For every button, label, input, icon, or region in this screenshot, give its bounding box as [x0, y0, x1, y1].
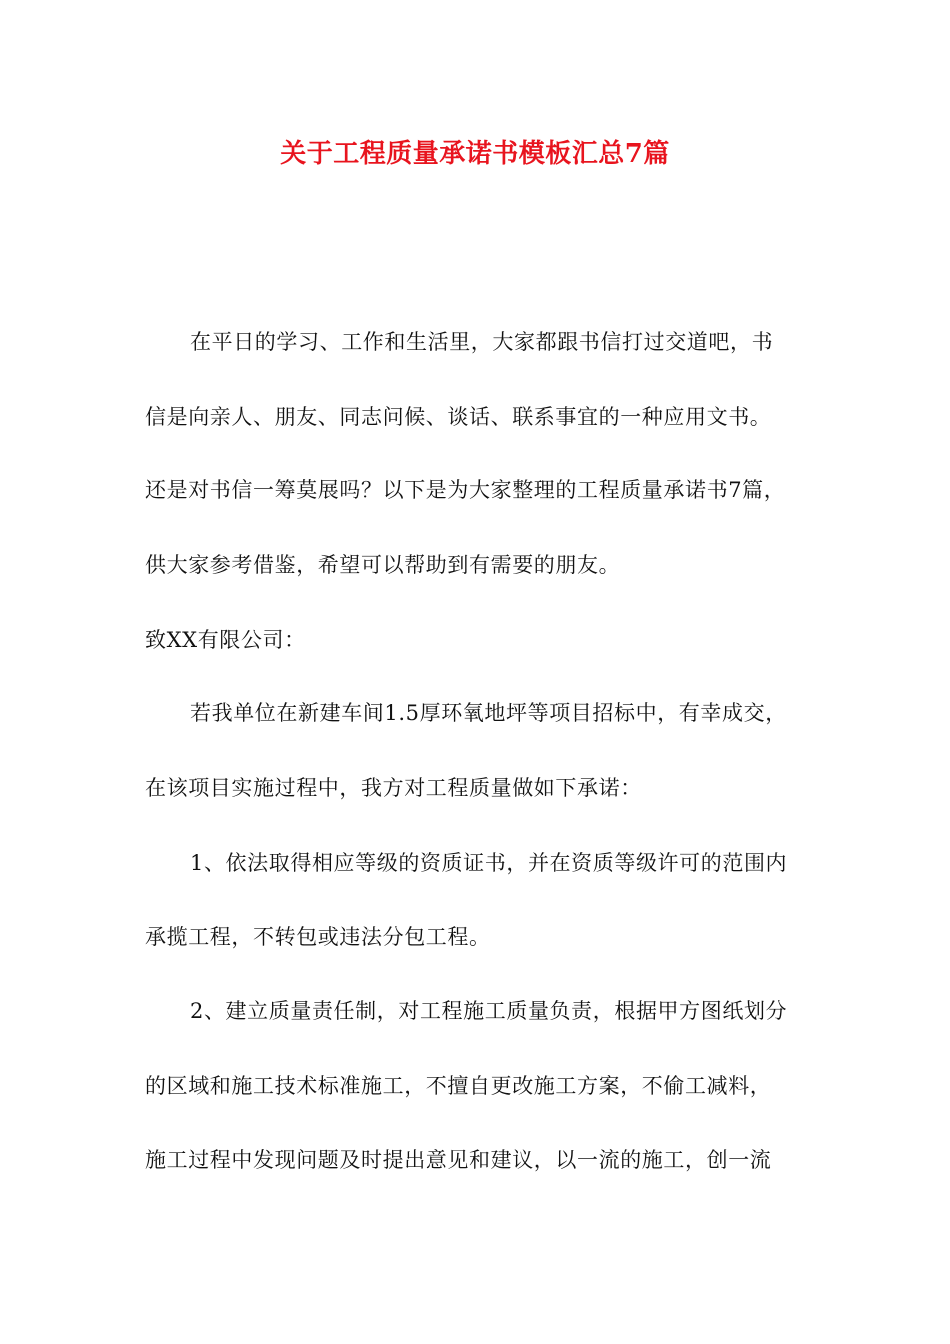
salutation-line: 致XX有限公司：: [145, 628, 306, 652]
list-item-line: 2、建立质量责任制，对工程施工质量负责，根据甲方图纸划分: [190, 999, 788, 1023]
document-title: 关于工程质量承诺书模板汇总7篇: [280, 139, 670, 169]
list-item-line: 承揽工程，不转包或违法分包工程。: [145, 925, 491, 949]
body-line: 供大家参考借鉴，希望可以帮助到有需要的朋友。: [145, 553, 621, 577]
body-line: 信是向亲人、朋友、同志问候、谈话、联系事宜的一种应用文书。: [145, 405, 772, 429]
body-line: 若我单位在新建车间1.5厚环氧地坪等项目招标中，有幸成交，: [190, 701, 787, 725]
list-item-line: 1、依法取得相应等级的资质证书，并在资质等级许可的范围内: [190, 851, 788, 875]
body-line: 在平日的学习、工作和生活里，大家都跟书信打过交道吧，书: [190, 330, 774, 354]
body-line: 还是对书信一筹莫展吗？以下是为大家整理的工程质量承诺书7篇，: [145, 478, 786, 502]
body-line: 在该项目实施过程中，我方对工程质量做如下承诺：: [145, 776, 642, 800]
list-item-line: 的区域和施工技术标准施工，不擅自更改施工方案，不偷工减料，: [145, 1074, 772, 1098]
list-item-line: 施工过程中发现问题及时提出意见和建议，以一流的施工，创一流: [145, 1148, 772, 1172]
